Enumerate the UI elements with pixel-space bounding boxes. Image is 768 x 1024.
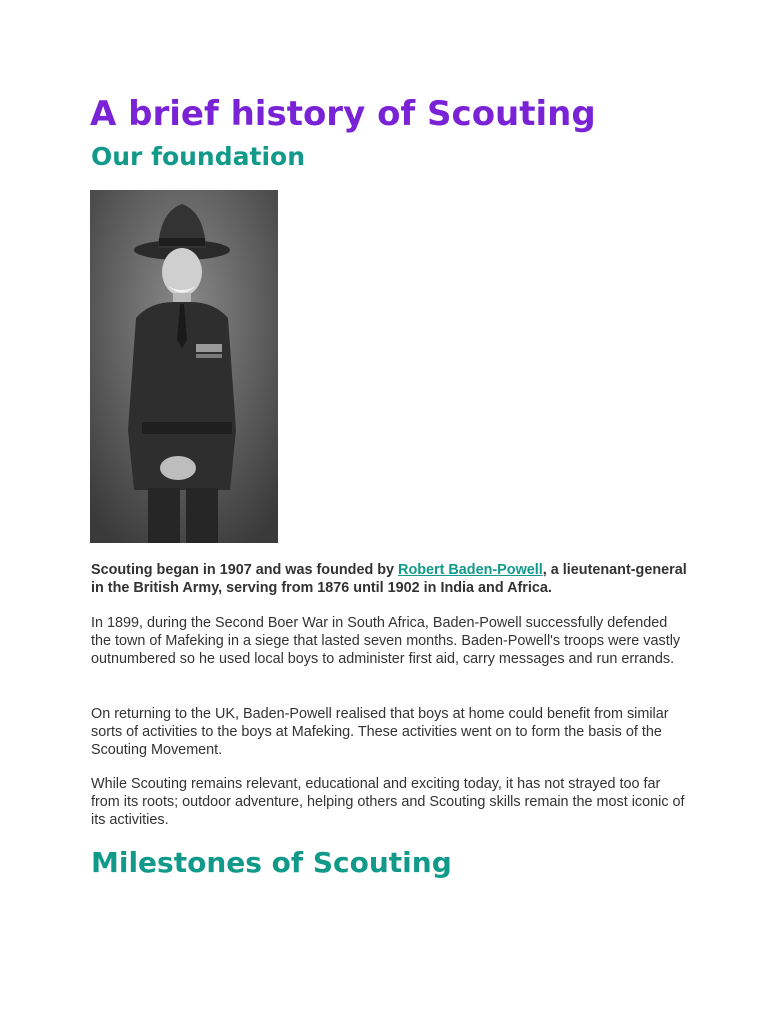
page-title: A brief history of Scouting <box>90 94 596 134</box>
section-heading-milestones: Milestones of Scouting <box>91 846 452 879</box>
intro-paragraph <box>91 561 691 597</box>
intro-text-after-link: , a lieutenant-general in the British Army, serving from 1876 until 1902 in India and Africa. <box>91 562 687 596</box>
baden-powell-portrait-photo <box>90 190 278 543</box>
paragraph-returning-uk: On returning to the UK, Baden-Powell realised that boys at home could benefit from similar sorts of activities to the boys at Mafeking. These activities went on to form the basis of the Scouting Movement. <box>91 706 669 758</box>
robert-baden-powell-link[interactable]: Robert Baden-Powell <box>398 562 543 578</box>
intro-text-before-link: Scouting began in 1907 and was founded by <box>91 562 399 578</box>
paragraph-mafeking-siege: In 1899, during the Second Boer War in South Africa, Baden-Powell successfully defended the town of Mafeking in a siege that lasted seven months. Baden-Powell's troops were vastly outnumbered so he used local boys to administer first aid, carry messages and run errands. <box>91 615 681 667</box>
paragraph-scouting-today: While Scouting remains relevant, educational and exciting today, it has not strayed too far from its roots; outdoor adventure, helping others and Scouting skills remain the most iconic of its activities. <box>91 776 685 828</box>
section-subtitle-foundation: Our foundation <box>91 142 305 171</box>
